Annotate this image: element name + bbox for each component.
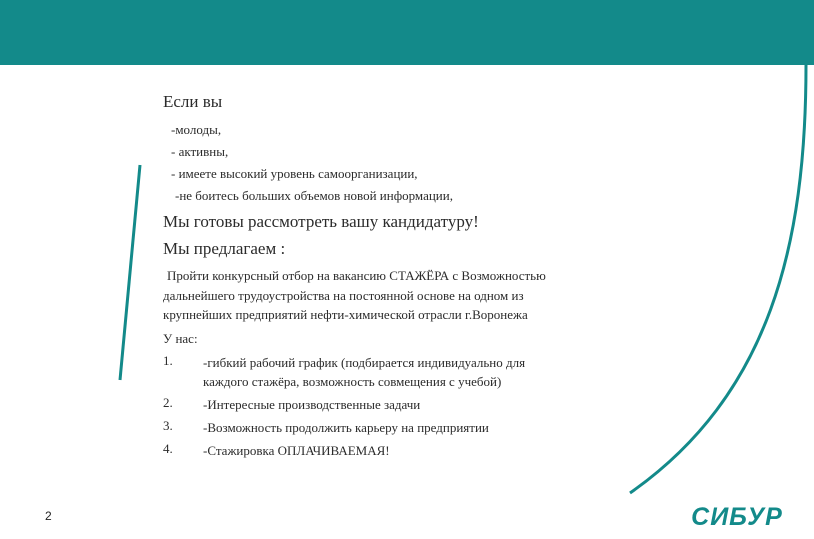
bullet-item: - активны,	[171, 144, 229, 159]
list-text-line: -Стажировка ОПЛАЧИВАЕМАЯ!	[203, 443, 390, 458]
list-text	[203, 418, 489, 437]
list-number: 4.	[163, 441, 173, 456]
list-text-line: -Интересные производственные задачи	[203, 397, 421, 412]
sibur-logo	[683, 503, 791, 529]
offer-line: Пройти конкурсный отбор на вакансию СТАЖЁРА с Возможностью	[167, 268, 546, 283]
list-number: 1.	[163, 353, 173, 368]
bullet-item: -не боитесь больших объемов новой информации,	[175, 188, 453, 203]
bullet-item: -молоды,	[171, 122, 222, 137]
we-have-label: У нас:	[163, 331, 198, 346]
list-text	[203, 353, 525, 391]
decorative-slash	[110, 160, 150, 385]
intro-text: Если вы	[163, 92, 223, 111]
decorative-curve	[620, 65, 814, 505]
list-text-line: -гибкий рабочий график (подбирается индивидуально для	[203, 355, 526, 370]
offer-line: дальнейшего трудоустройства на постоянной основе на одном из	[163, 288, 524, 303]
list-text	[203, 395, 420, 414]
header-band	[0, 0, 814, 65]
list-number: 3.	[163, 418, 173, 433]
list-number: 2.	[163, 395, 173, 410]
offer-line: крупнейших предприятий нефти-химической отрасли г.Воронежа	[163, 307, 528, 322]
logo-text: СИБУР	[691, 503, 783, 529]
bullet-item: - имеете высокий уровень самоорганизации,	[171, 166, 418, 181]
headline-offer: Мы предлагаем :	[163, 239, 286, 258]
list-text-line: -Возможность продолжить карьеру на предприятии	[203, 420, 489, 435]
page-number: 2	[45, 509, 52, 523]
list-text-line: каждого стажёра, возможность совмещения с учебой)	[203, 374, 502, 389]
headline-candidacy: Мы готовы рассмотреть вашу кандидатуру!	[163, 212, 479, 231]
list-text	[203, 441, 390, 460]
